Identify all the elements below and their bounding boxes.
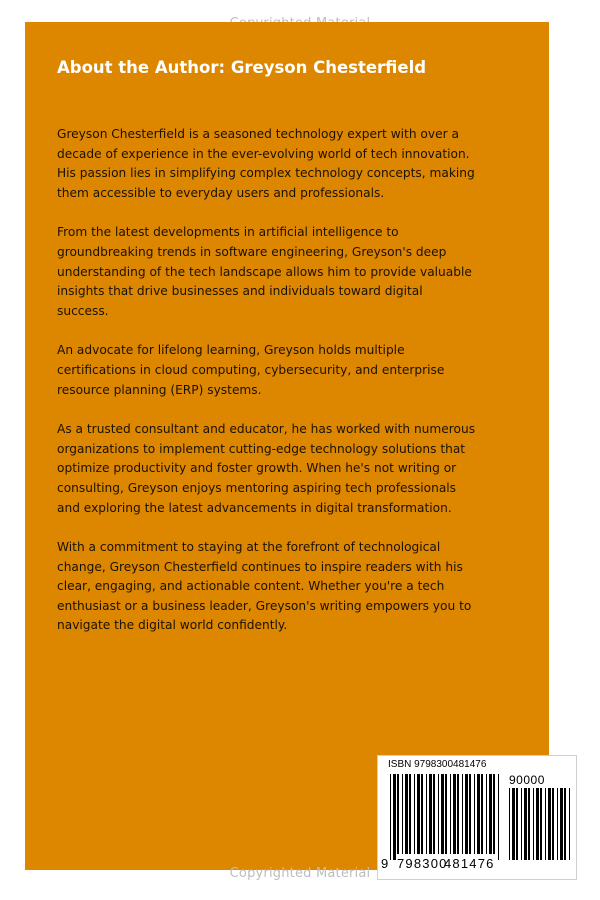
barcode-bar: [516, 788, 518, 860]
bio-paragraph-5: With a commitment to staying at the forefront of technological change, Greyson Chesterfield continues to inspire readers with his clear, engaging, and actionable content. Whether you're a tech enthusiast or a business leader, Greyson's writing empowers you to navigate the digital world confidently.: [57, 540, 472, 633]
barcode-bar: [509, 788, 510, 860]
barcode-bar: [536, 788, 539, 860]
barcode-bar: [548, 788, 551, 860]
author-bio-body: [57, 125, 497, 656]
copyright-watermark-bottom: Copyrighted Material: [229, 866, 371, 881]
barcode-bar: [540, 788, 542, 860]
barcode-bar: [552, 788, 554, 860]
bio-paragraph-4: As a trusted consultant and educator, he has worked with numerous organizations to implement cutting-edge technology solutions that optimize productivity and foster growth. When he's not writing or consulting, Greyson enjoys mentoring aspiring tech professionals and exploring the latest advancements in digital transformation.: [57, 422, 476, 515]
barcode-bar: [560, 788, 563, 860]
barcode-digits-right: 481476: [444, 856, 495, 871]
barcode-digits-left: 798300: [397, 856, 448, 871]
barcode-bar: [521, 788, 522, 860]
barcode-bar: [545, 788, 546, 860]
barcode-bar: [512, 788, 515, 860]
isbn-label: ISBN 9798300481476: [388, 759, 487, 770]
barcode-bar: [569, 788, 570, 860]
barcode-digit-lead: 9: [381, 856, 390, 871]
barcode-bar: [533, 788, 534, 860]
barcode-bar: [528, 788, 530, 860]
bio-paragraph-2: From the latest developments in artificial intelligence to groundbreaking trends in software engineering, Greyson's deep understanding of the tech landscape allows him to provide valuable insights that drive businesses and individuals toward digital success.: [57, 225, 472, 318]
barcode-bar: [564, 788, 566, 860]
price-code-label: 90000: [509, 773, 545, 787]
bio-paragraph-1: Greyson Chesterfield is a seasoned technology expert with over a decade of experience in the ever-evolving world of tech innovation. His passion lies in simplifying complex technology concepts, making them accessible to everyday users and professionals.: [57, 127, 475, 200]
author-bio-title: About the Author: Greyson Chesterfield: [57, 58, 427, 77]
barcode-bar: [557, 788, 558, 860]
barcode-bar: [524, 788, 527, 860]
isbn-barcode-box: [377, 755, 577, 880]
bio-paragraph-3: An advocate for lifelong learning, Greyson holds multiple certifications in cloud computing, cybersecurity, and enterprise resource planning (ERP) systems.: [57, 343, 445, 397]
